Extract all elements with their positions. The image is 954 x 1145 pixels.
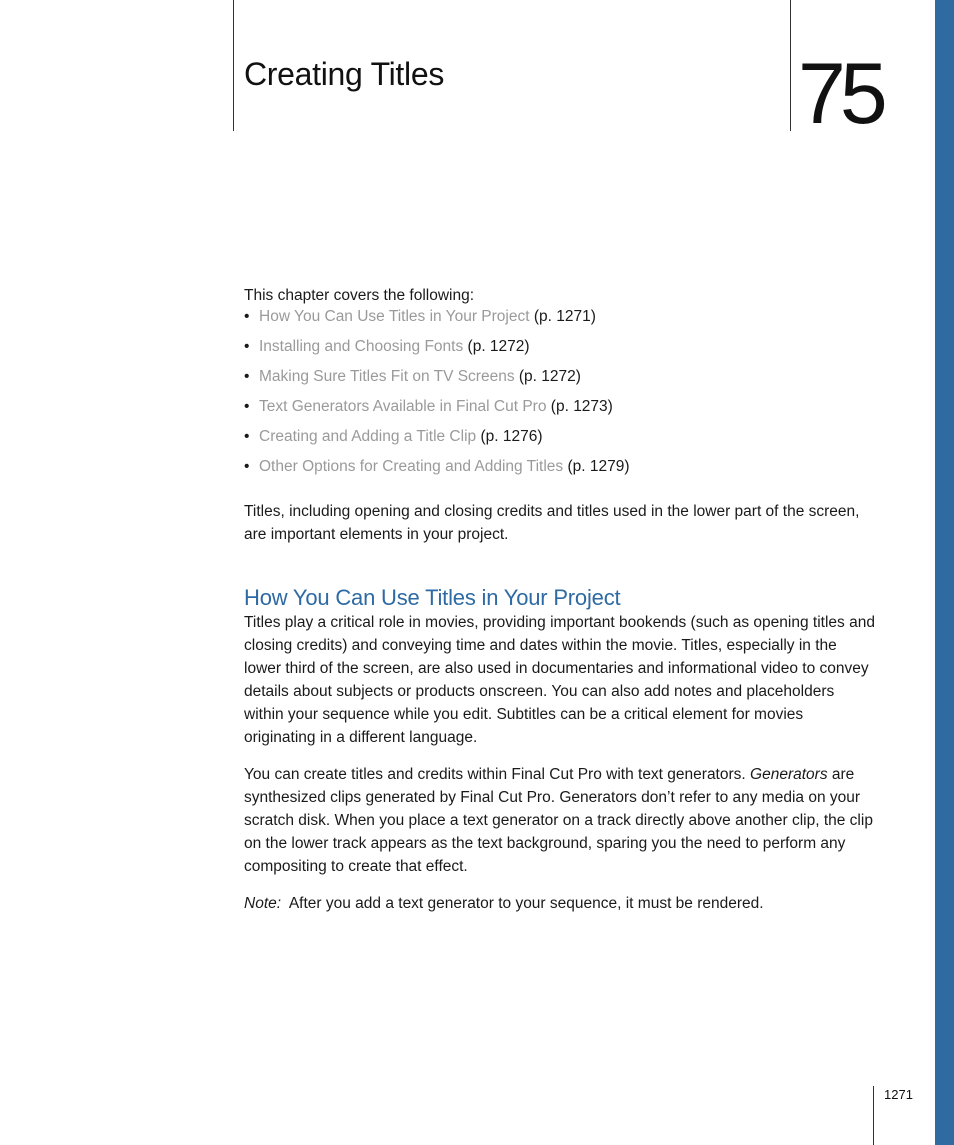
bullet: •: [244, 428, 250, 445]
toc-page-ref: (p. 1273): [550, 398, 613, 415]
bullet: •: [244, 338, 250, 355]
toc-link[interactable]: Other Options for Creating and Adding Titles: [259, 458, 564, 475]
footer-rule: [873, 1086, 874, 1145]
toc-page-ref: (p. 1279): [567, 458, 630, 475]
chapter-content: [244, 284, 876, 929]
toc-item: [244, 457, 876, 487]
toc-link[interactable]: Text Generators Available in Final Cut Pro: [259, 398, 547, 415]
toc-page-ref: (p. 1272): [518, 368, 581, 385]
toc-item: [244, 397, 876, 427]
summary-paragraph: Titles, including opening and closing credits and titles used in the lower part of the screen, are important elements in your project.: [244, 503, 860, 543]
header-rule-left: [233, 0, 234, 131]
chapter-edge-band: [935, 0, 954, 1145]
toc-item: [244, 307, 876, 337]
toc-link[interactable]: Making Sure Titles Fit on TV Screens: [259, 368, 515, 385]
para-text: are synthesized clips generated by Final Cut Pro. Generators don’t refer to any media on your scratch disk. When you place a text generator on a track directly above another clip, the clip on the lower track appears as the text background, sparing you the need to perform any compositing to create that effect.: [244, 766, 873, 875]
toc-item: [244, 367, 876, 397]
toc-link[interactable]: Creating and Adding a Title Clip: [259, 428, 477, 445]
bullet: •: [244, 308, 250, 325]
chapter-title: Creating Titles: [244, 56, 445, 92]
toc-page-ref: (p. 1272): [467, 338, 530, 355]
term-generators: Generators: [750, 766, 828, 783]
body-paragraph: [244, 763, 876, 878]
header-rule-right: [790, 0, 791, 131]
page-number: 1271: [884, 1087, 913, 1102]
chapter-toc: [244, 307, 876, 487]
note-label: Note:: [244, 895, 282, 912]
bullet: •: [244, 458, 250, 475]
body-paragraph: Titles play a critical role in movies, providing important bookends (such as opening titles and closing credits) and conveying time and dates within the movie. Titles, especially in the lower third of the screen, are also used in documentaries and informational video to convey details about subjects or products onscreen. You can also add notes and placeholders within your sequence while you edit. Subtitles can be a critical element for movies originating in a different language.: [244, 614, 875, 746]
note-paragraph: [244, 892, 876, 915]
section-heading: How You Can Use Titles in Your Project: [244, 585, 621, 610]
toc-link[interactable]: How You Can Use Titles in Your Project: [259, 308, 530, 325]
toc-item: [244, 337, 876, 367]
toc-page-ref: (p. 1271): [533, 308, 596, 325]
note-text: After you add a text generator to your sequence, it must be rendered.: [288, 895, 764, 912]
bullet: •: [244, 398, 250, 415]
toc-page-ref: (p. 1276): [480, 428, 543, 445]
toc-item: [244, 427, 876, 457]
para-text: You can create titles and credits within Final Cut Pro with text generators.: [244, 766, 746, 783]
chapter-number: 75: [798, 46, 882, 142]
bullet: •: [244, 368, 250, 385]
toc-link[interactable]: Installing and Choosing Fonts: [259, 338, 464, 355]
intro-text: This chapter covers the following:: [244, 287, 475, 304]
